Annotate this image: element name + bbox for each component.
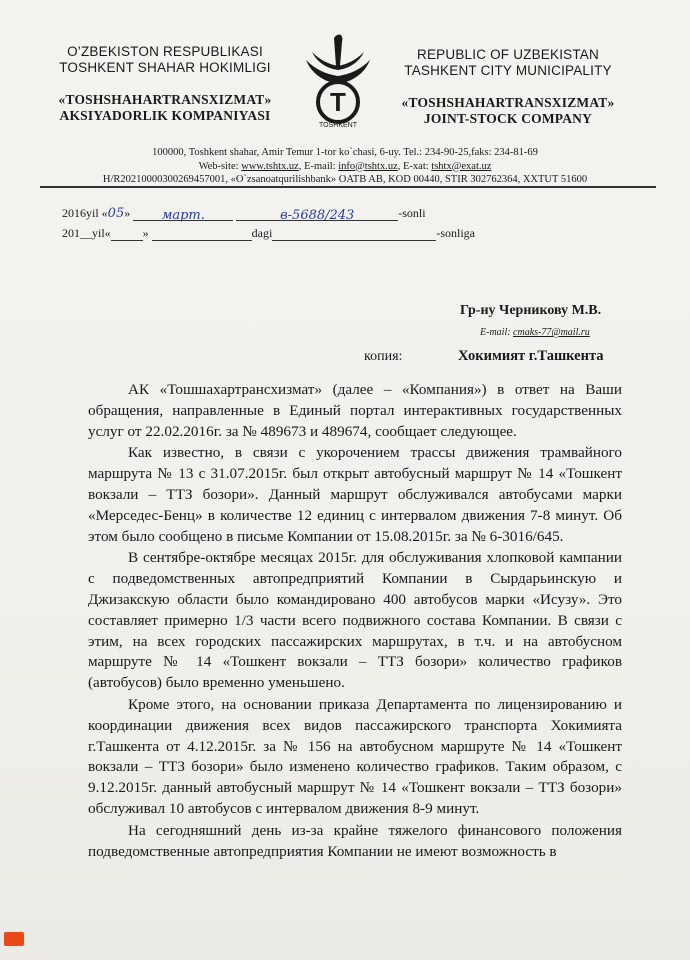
header-right	[388, 47, 628, 127]
letter-body	[88, 380, 622, 863]
logo-letter: T	[330, 87, 346, 117]
header-right-country: REPUBLIC OF UZBEKISTAN	[417, 47, 599, 62]
header-left	[40, 44, 290, 124]
logo-text: TOSHKENT	[319, 122, 357, 129]
header-left-org-type: AKSIYADORLIK KOMPANIYASI	[59, 108, 271, 123]
header-left-country: O’ZBEKISTON RESPUBLIKASI	[67, 44, 263, 59]
header-right-org-type: JOINT-STOCK COMPANY	[423, 111, 593, 126]
corner-sticker	[4, 932, 24, 946]
paragraph-2: Как известно, в связи с укорочением трассы движения трамвайного маршрута № 13 с 31.07.2015г. был открыт автобусный маршрут № 14 «Тошкент вокзали – ТТЗ бозори». Данный маршрут обслуживался автобусами марки «Мерседес-Бенц» в количестве 12 единиц с интервалом движения 7-8 минут. Об этом было сообщено в письме Компании от 15.08.2015г. за № 6-3016/645.	[88, 444, 622, 545]
reference-outgoing	[62, 206, 426, 221]
web-label: Web-site:	[198, 160, 242, 172]
exat-link: tshtx@exat.uz	[431, 160, 492, 172]
ref-number: в-5688/243	[280, 208, 355, 223]
ref2-dagi: dagi	[251, 226, 273, 240]
copy-label: копия:	[364, 349, 403, 364]
ref2-year: 201__yil«	[62, 226, 111, 240]
ref-number-field	[236, 208, 398, 221]
ref-day: 05	[107, 206, 125, 221]
addressee-name: Гр-ну Черникову М.В.	[460, 303, 602, 318]
header-right-municipality: TASHKENT CITY MUNICIPALITY	[404, 63, 612, 78]
addressee-email	[480, 327, 590, 338]
ref-month-field	[133, 208, 233, 221]
ref-sonli: -sonli	[398, 206, 426, 220]
exat-label: , E-xat:	[397, 160, 432, 172]
contact-web-line	[40, 160, 650, 174]
copy-recipient: Хокимият г.Ташкента	[458, 348, 604, 364]
header-right-org-name: «TOSHSHAHARTRANSXIZMAT»	[401, 95, 615, 110]
ref2-quote: »	[142, 226, 149, 240]
header-left-municipality: TOSHKENT SHAHAR HOKIMLIGI	[59, 60, 271, 75]
addressee-email-label: E-mail:	[480, 327, 514, 338]
paragraph-1: АК «Тошшахартрансхизмат» (далее – «Компания») в ответ на Ваши обращения, направленные в Единый портал интерактивных государственных услуг от 22.02.2016г. за № 489673 и 489674, сообщает следующее.	[88, 381, 622, 440]
paragraph-5: На сегодняшний день из-за крайне тяжелого финансового положения подведомственные автопредприятия Компании не имеют возможность в	[88, 821, 622, 860]
reference-incoming	[62, 226, 475, 241]
email-link: info@tshtx.uz	[338, 160, 398, 172]
contact-address: 100000, Toshkent shahar, Amir Temur 1-tor ko`chasi, 6-uy. Tel.: 234-90-25,faks: 234-81-69	[152, 147, 538, 158]
contact-bank-details: H/R20210000300269457001, «O`zsanoatqurilishbank» OATB AB, KOD 00440, STIR 302762364, XXTUT 51600	[102, 174, 588, 185]
ref-month: март.	[161, 208, 205, 223]
addressee-email-value: cmaks-77@mail.ru	[513, 327, 590, 338]
paragraph-3: В сентябре-октябре месяцах 2015г. для обслуживания хлопковой кампании с подведомственных автопредприятий Компании в Сырдарьинскую и Джизакскую области было командировано 400 автобусов марки «Исузу». Это составляет примерно 1/3 части всего подвижного состава Компании. В связи с этим, на всех городских пассажирских маршрутах, в т.ч. и на автобусном маршруте № 14 «Тошкент вокзали – ТТЗ бозори» количество графиков (автобусов) было временно уменьшено.	[88, 549, 622, 692]
paragraph-4: Кроме этого, на основании приказа Департамента по лицензированию и координации движения всех видов пассажирского транспорта Хокимията г.Ташкента от 4.12.2015г. за № 156 на автобусном маршруте № 14 «Тошкент вокзали – ТТЗ бозори» было изменено количество графиков. Таким образом, с 9.12.2015г. данный автобусный маршрут № 14 «Тошкент вокзали – ТТЗ бозори» обслуживал 10 автобусов с интервалом движения 8-9 минут.	[88, 695, 622, 817]
ref2-number-field	[272, 228, 436, 241]
company-logo	[296, 30, 380, 130]
ref-quote: »	[124, 206, 131, 220]
contact-block	[40, 146, 650, 187]
header-left-org-name: «TOSHSHAHARTRANSXIZMAT»	[58, 92, 272, 107]
email-label: , E-mail:	[298, 160, 339, 172]
website-link: www.tshtx.uz	[241, 160, 299, 172]
ref2-sonliga: -sonliga	[436, 226, 476, 240]
ref2-day-field	[111, 228, 143, 241]
header-divider	[40, 186, 656, 188]
ref2-month-field	[152, 228, 252, 241]
ref-year: 2016yil «	[62, 206, 108, 220]
